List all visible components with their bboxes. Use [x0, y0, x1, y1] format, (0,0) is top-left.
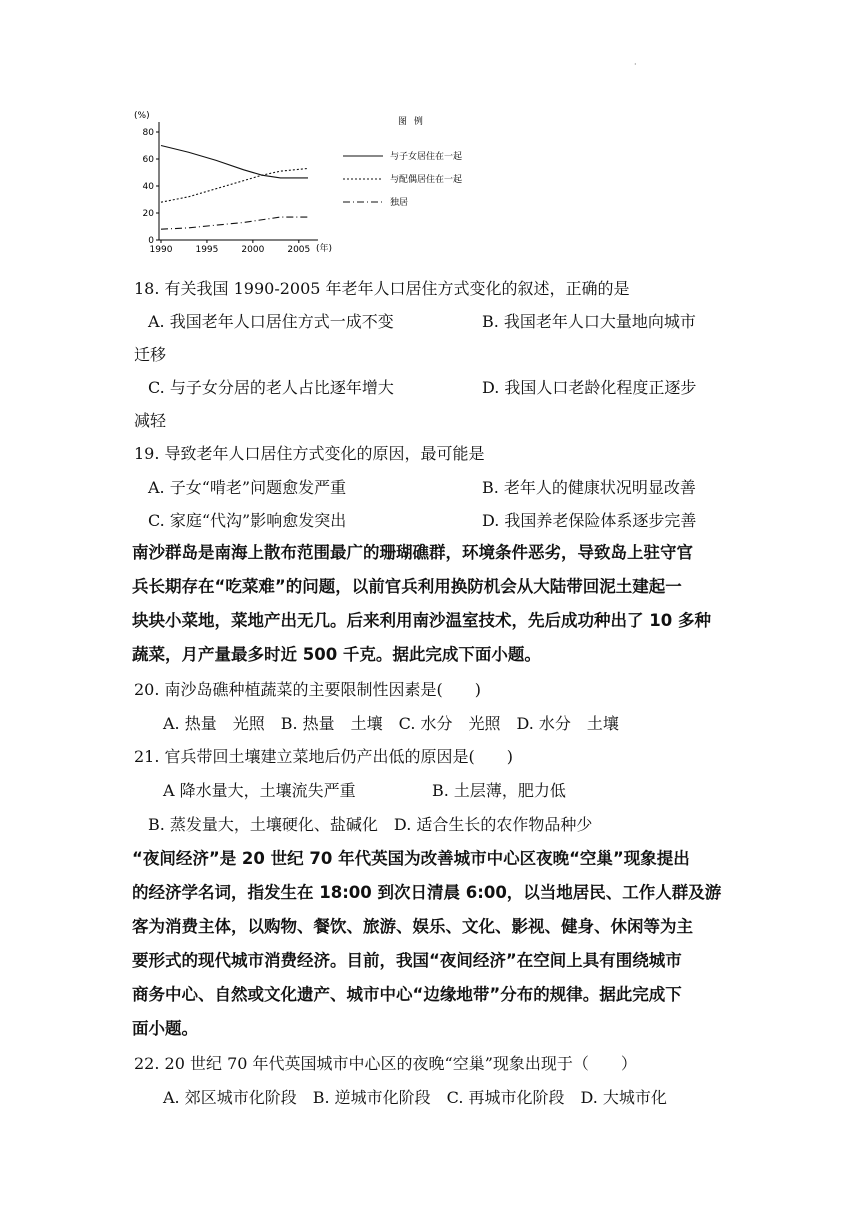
x-unit-label: (年): [316, 244, 333, 254]
y-tick-label: 0: [148, 236, 154, 246]
legend-label: 与配偶居住在一起: [390, 175, 463, 185]
passage-line: 的经济学名词，指发生在 18:00 到次日清晨 6:00，以当地居民、工作人群及游: [132, 883, 722, 902]
question-line: 22. 20 世纪 70 年代英国城市中心区的夜晚“空巢”现象出现于（ ）: [134, 1054, 637, 1073]
y-tick-label: 80: [142, 128, 154, 138]
question-line: D. 我国养老保险体系逐步完善: [482, 511, 697, 530]
question-line: B. 蒸发量大，土壤硬化、盐碱化 D. 适合生长的农作物品种少: [148, 815, 593, 834]
y-tick-label: 20: [142, 209, 154, 219]
question-line: 18. 有关我国 1990-2005 年老年人口居住方式变化的叙述，正确的是: [134, 279, 630, 298]
question-line: 迁移: [134, 345, 167, 364]
x-tick-labels: [150, 240, 311, 255]
legend-label: 与子女居住在一起: [390, 152, 463, 162]
y-tick-label: 60: [142, 155, 154, 165]
y-tick-labels: [143, 128, 159, 246]
x-tick-label: 1990: [149, 245, 173, 255]
question-line: B. 我国老年人口大量地向城市: [482, 312, 696, 331]
question-line: 减轻: [134, 411, 167, 430]
passage-line: 面小题。: [132, 1019, 198, 1038]
y-tick-label: 40: [142, 182, 154, 192]
question-line: 20. 南沙岛礁种植蔬菜的主要限制性因素是( ): [134, 680, 482, 699]
passage-line: 客为消费主体，以购物、餐饮、旅游、娱乐、文化、影视、健身、休闲等为主: [132, 917, 693, 936]
y-unit-label: (%): [134, 111, 150, 121]
question-line: C. 家庭“代沟”影响愈发突出: [148, 511, 347, 530]
question-line: B. 老年人的健康状况明显改善: [482, 478, 696, 497]
question-line: A. 热量 光照 B. 热量 土壤 C. 水分 光照 D. 水分 土壤: [163, 714, 619, 733]
question-line: D. 我国人口老龄化程度正逐步: [482, 378, 697, 397]
x-tick-label: 1995: [195, 245, 219, 255]
series-line-1: [161, 146, 308, 178]
question-line: C. 与子女分居的老人占比逐年增大: [148, 378, 394, 397]
x-tick-label: 2005: [287, 245, 311, 255]
passage-line: 商务中心、自然或文化遗产、城市中心“边缘地带”分布的规律。据此完成下: [132, 985, 682, 1004]
passage-line: 要形式的现代城市消费经济。目前，我国“夜间经济”在空间上具有围绕城市: [132, 951, 682, 970]
chart-legend: [343, 150, 462, 208]
series-line-2: [161, 168, 308, 202]
page-dot: ·: [634, 60, 637, 69]
question-line: A 降水量大，土壤流失严重: [163, 781, 356, 800]
question-line: 21. 官兵带回土壤建立菜地后仍产出低的原因是( ): [134, 747, 514, 766]
question-line: B. 土层薄，肥力低: [432, 781, 566, 800]
passage-line: 块块小菜地，菜地产出无几。后来利用南沙温室技术，先后成功种出了 10 多种: [132, 611, 711, 630]
passage-line: 兵长期存在“吃菜难”的问题，以前官兵利用换防机会从大陆带回泥土建起一: [132, 577, 682, 596]
elderly-living-arrangement-chart: [128, 104, 508, 264]
x-tick-label: 2000: [241, 245, 265, 255]
question-line: A. 我国老年人口居住方式一成不变: [148, 312, 394, 331]
series-line-3: [161, 217, 308, 229]
passage-line: 南沙群岛是南海上散布范围最广的珊瑚礁群，环境条件恶劣，导致岛上驻守官: [132, 543, 693, 562]
passage-line: “夜间经济”是 20 世纪 70 年代英国为改善城市中心区夜晚“空巢”现象提出: [132, 849, 690, 868]
legend-title: 图 例: [398, 117, 425, 127]
question-line: A. 郊区城市化阶段 B. 逆城市化阶段 C. 再城市化阶段 D. 大城市化: [163, 1088, 667, 1107]
chart-series: [161, 146, 308, 230]
question-line: A. 子女“啃老”问题愈发严重: [148, 478, 347, 497]
passage-line: 蔬菜，月产量最多时近 500 千克。据此完成下面小题。: [132, 645, 541, 664]
legend-label: 独居: [390, 198, 409, 208]
question-line: 19. 导致老年人口居住方式变化的原因，最可能是: [134, 444, 485, 463]
